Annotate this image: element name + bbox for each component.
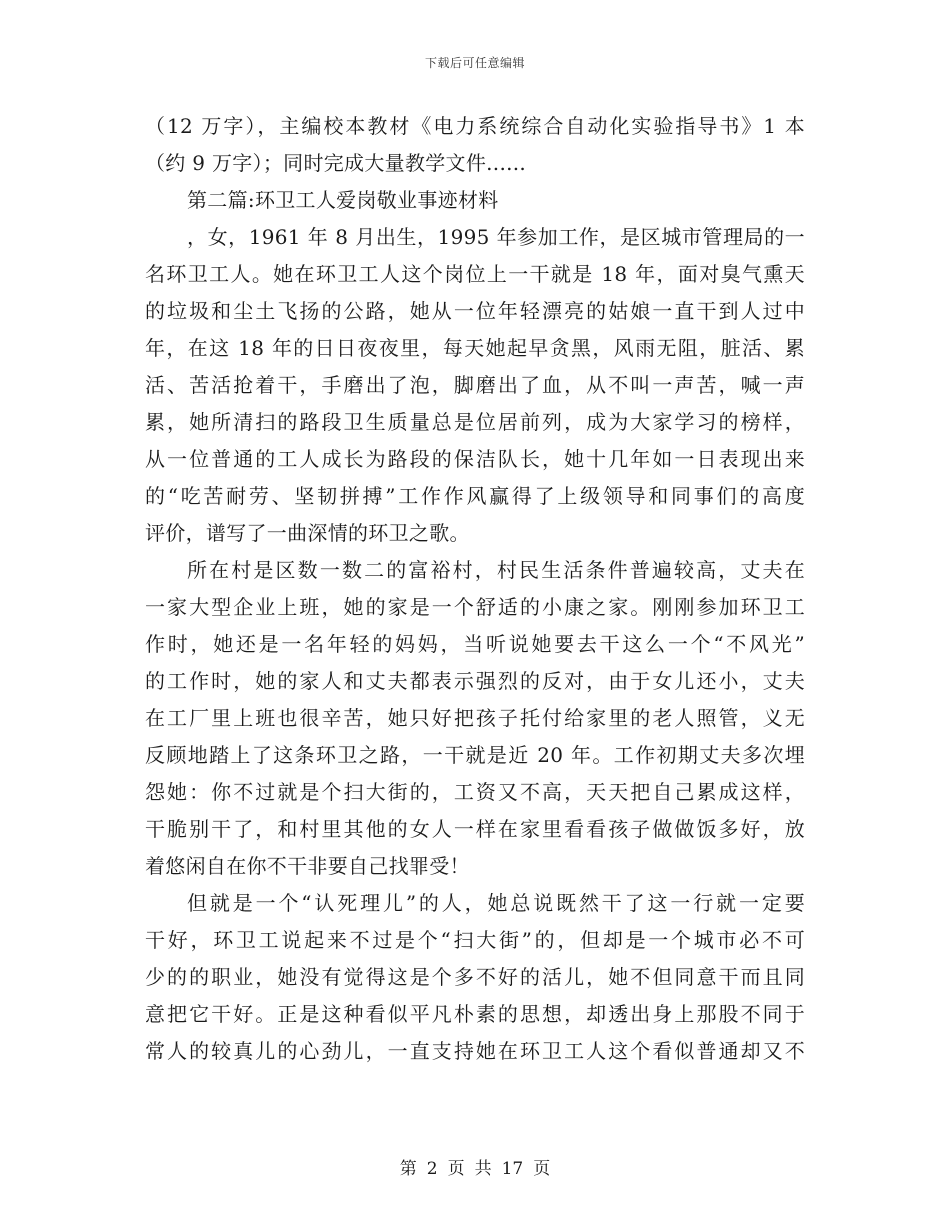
text-line: 作时，她还是一名年轻的妈妈，当听说她要去干这么一个“不风光”	[145, 632, 805, 656]
section-heading: 第二篇:环卫工人爱岗敬业事迹材料	[187, 188, 499, 212]
text-line: 活、苦活抢着干，手磨出了泡，脚磨出了血，从不叫一声苦，喊一声	[145, 373, 805, 397]
text-line: 累，她所清扫的路段卫生质量总是位居前列，成为大家学习的榜样，	[145, 410, 805, 434]
text-line: 干脆别干了，和村里其他的女人一样在家里看看孩子做做饭多好，放	[145, 817, 805, 841]
page-header: 下载后可任意编辑	[424, 56, 525, 70]
text-line: ，女，1961 年 8 月出生，1995 年参加工作，是区城市管理局的一	[187, 225, 805, 249]
text-line: 但就是一个“认死理儿”的人，她总说既然干了这一行就一定要	[187, 891, 805, 915]
text-line: 少的的职业，她没有觉得这是个多不好的活儿，她不但同意干而且同	[145, 965, 805, 989]
text-line: 所在村是区数一数二的富裕村，村民生活条件普遍较高，丈夫在	[187, 558, 805, 582]
text-line: 反顾地踏上了这条环卫之路，一干就是近 20 年。工作初期丈夫多次埋	[145, 743, 805, 767]
total-pages: 17	[501, 1159, 524, 1179]
text-line: 在工厂里上班也很辛苦，她只好把孩子托付给家里的老人照管，义无	[145, 706, 805, 730]
text-line: 的工作时，她的家人和丈夫都表示强烈的反对，由于女儿还小，丈夫	[145, 669, 805, 693]
text-line: 着悠闲自在你不干非要自己找罪受！	[145, 854, 470, 878]
text-line: 怨她：你不过就是个扫大街的，工资又不高，天天把自己累成这样，	[145, 780, 805, 804]
page-label-prefix: 第	[399, 1159, 417, 1179]
page-label-suffix: 页	[533, 1159, 551, 1179]
document-body	[145, 108, 805, 1070]
page-number: 2	[426, 1159, 438, 1179]
text-line: 从一位普通的工人成长为路段的保洁队长，她十几年如一日表现出来	[145, 447, 805, 471]
text-line: 一家大型企业上班，她的家是一个舒适的小康之家。刚刚参加环卫工	[145, 595, 805, 619]
text-line: 评价，谱写了一曲深情的环卫之歌。	[145, 521, 470, 545]
text-line: 的垃圾和尘土飞扬的公路，她从一位年轻漂亮的姑娘一直干到人过中	[145, 299, 805, 323]
text-line: 常人的较真儿的心劲儿，一直支持她在环卫工人这个看似普通却又不	[145, 1039, 805, 1063]
text-line: （12 万字），主编校本教材《电力系统综合自动化实验指导书》1 本	[145, 114, 805, 138]
text-line: 干好，环卫工说起来不过是个“扫大街”的，但却是一个城市必不可	[145, 928, 805, 952]
text-line: 年，在这 18 年的日日夜夜里，每天她起早贪黑，风雨无阻，脏活、累	[145, 336, 805, 360]
total-label: 共	[474, 1159, 492, 1179]
text-line: （约 9 万字）；同时完成大量教学文件......	[145, 151, 527, 175]
text-line: 的“吃苦耐劳、坚韧拼搏”工作作风赢得了上级领导和同事们的高度	[145, 484, 805, 508]
page-footer	[0, 1154, 950, 1179]
text-line: 意把它干好。正是这种看似平凡朴素的思想，却透出身上那股不同于	[145, 1002, 805, 1026]
page-label-mid: 页	[447, 1159, 465, 1179]
text-line: 名环卫工人。她在环卫工人这个岗位上一干就是 18 年，面对臭气熏天	[145, 262, 805, 286]
